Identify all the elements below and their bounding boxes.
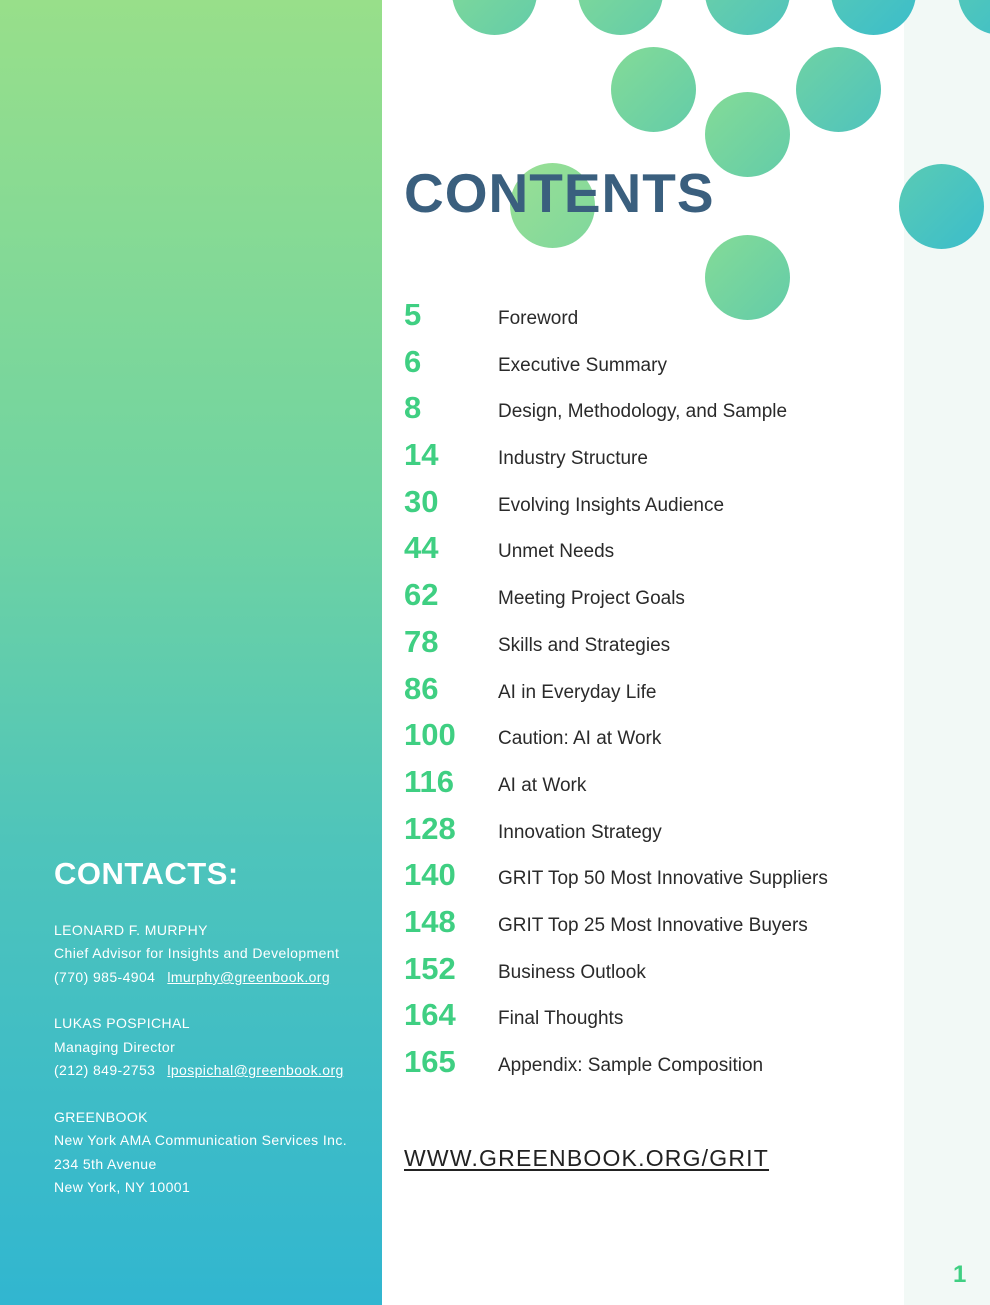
org-name: GREENBOOK [54,1109,148,1125]
contact-name: LUKAS POSPICHAL [54,1015,190,1031]
toc-page-number: 14 [404,437,439,473]
contents-heading: CONTENTS [404,162,715,224]
toc-entry[interactable] [404,716,904,763]
toc-entry-title: Skills and Strategies [498,634,671,656]
contact-phone: (212) 849-2753 [54,1062,156,1078]
toc-entry[interactable] [404,763,904,810]
contact-email-link[interactable]: lmurphy@greenbook.org [167,969,331,985]
contact-phone: (770) 985-4904 [54,969,156,985]
toc-page-number: 100 [404,717,456,753]
toc-entry[interactable] [404,950,904,997]
toc-entry[interactable] [404,296,904,343]
toc-entry[interactable] [404,996,904,1043]
org-address-line: 234 5th Avenue [54,1156,157,1172]
toc-entry-title: Business Outlook [498,961,646,983]
toc-page-number: 30 [404,483,439,519]
toc-entry[interactable] [404,343,904,390]
toc-page-number: 152 [404,950,456,986]
contact-name: LEONARD F. MURPHY [54,922,208,938]
table-of-contents [404,296,904,1090]
toc-entry[interactable] [404,389,904,436]
toc-page-number: 116 [404,763,455,799]
contact-email-link[interactable]: lpospichal@greenbook.org [167,1062,344,1078]
toc-page-number: 6 [404,343,422,379]
contact-role: Chief Advisor for Insights and Development [54,945,340,961]
toc-page-number: 148 [404,903,456,939]
toc-page-number: 165 [404,1044,456,1079]
org-address-line: New York AMA Communication Services Inc. [54,1132,348,1148]
toc-entry[interactable] [404,810,904,857]
toc-page-number: 78 [404,623,439,659]
toc-entry-title: Foreword [498,308,579,329]
website-link[interactable]: WWW.GREENBOOK.ORG/GRIT [404,1145,770,1171]
toc-page-number: 62 [404,577,439,613]
toc-entry-title: Caution: AI at Work [498,728,662,750]
toc-entry[interactable] [404,623,904,670]
toc-entry-title: Meeting Project Goals [498,588,685,610]
toc-page-number: 128 [404,810,456,846]
decor-circle [705,0,790,35]
decor-circle [452,0,537,35]
contact-phone-email [54,968,330,986]
toc-page-number: 86 [404,670,439,706]
toc-entry-title: Final Thoughts [498,1008,624,1030]
toc-page-number: 140 [404,857,456,893]
page-number: 1 [953,1261,967,1288]
toc-entry-title: GRIT Top 50 Most Innovative Suppliers [498,868,828,890]
decor-circle [705,92,790,177]
toc-page-number: 164 [404,997,456,1033]
toc-entry-title: Innovation Strategy [498,821,662,843]
decor-circle [578,0,663,35]
toc-entry-title: Design, Methodology, and Sample [498,401,788,423]
toc-entry[interactable] [404,529,904,576]
toc-entry-title: Unmet Needs [498,541,615,563]
toc-entry-title: Industry Structure [498,448,648,470]
toc-entry[interactable] [404,1043,904,1090]
toc-entry[interactable] [404,670,904,717]
org-address-line: New York, NY 10001 [54,1179,191,1195]
toc-page-number: 44 [404,530,439,566]
toc-entry[interactable] [404,856,904,903]
toc-page-number: 5 [404,297,422,332]
toc-entry-title: AI in Everyday Life [498,681,657,703]
toc-entry[interactable] [404,483,904,530]
contact-phone-email [54,1061,344,1079]
decor-circle [899,164,984,249]
contacts-heading: CONTACTS: [54,856,239,891]
toc-entry[interactable] [404,903,904,950]
toc-entry-title: Appendix: Sample Composition [498,1055,764,1076]
decor-circle [796,47,881,132]
toc-entry-title: AI at Work [498,774,587,796]
contact-role: Managing Director [54,1039,176,1055]
toc-entry[interactable] [404,576,904,623]
toc-entry-title: GRIT Top 25 Most Innovative Buyers [498,914,808,936]
toc-entry-title: Evolving Insights Audience [498,494,725,516]
decor-circle [611,47,696,132]
toc-page-number: 8 [404,390,422,426]
toc-entry[interactable] [404,436,904,483]
toc-entry-title: Executive Summary [498,354,667,376]
